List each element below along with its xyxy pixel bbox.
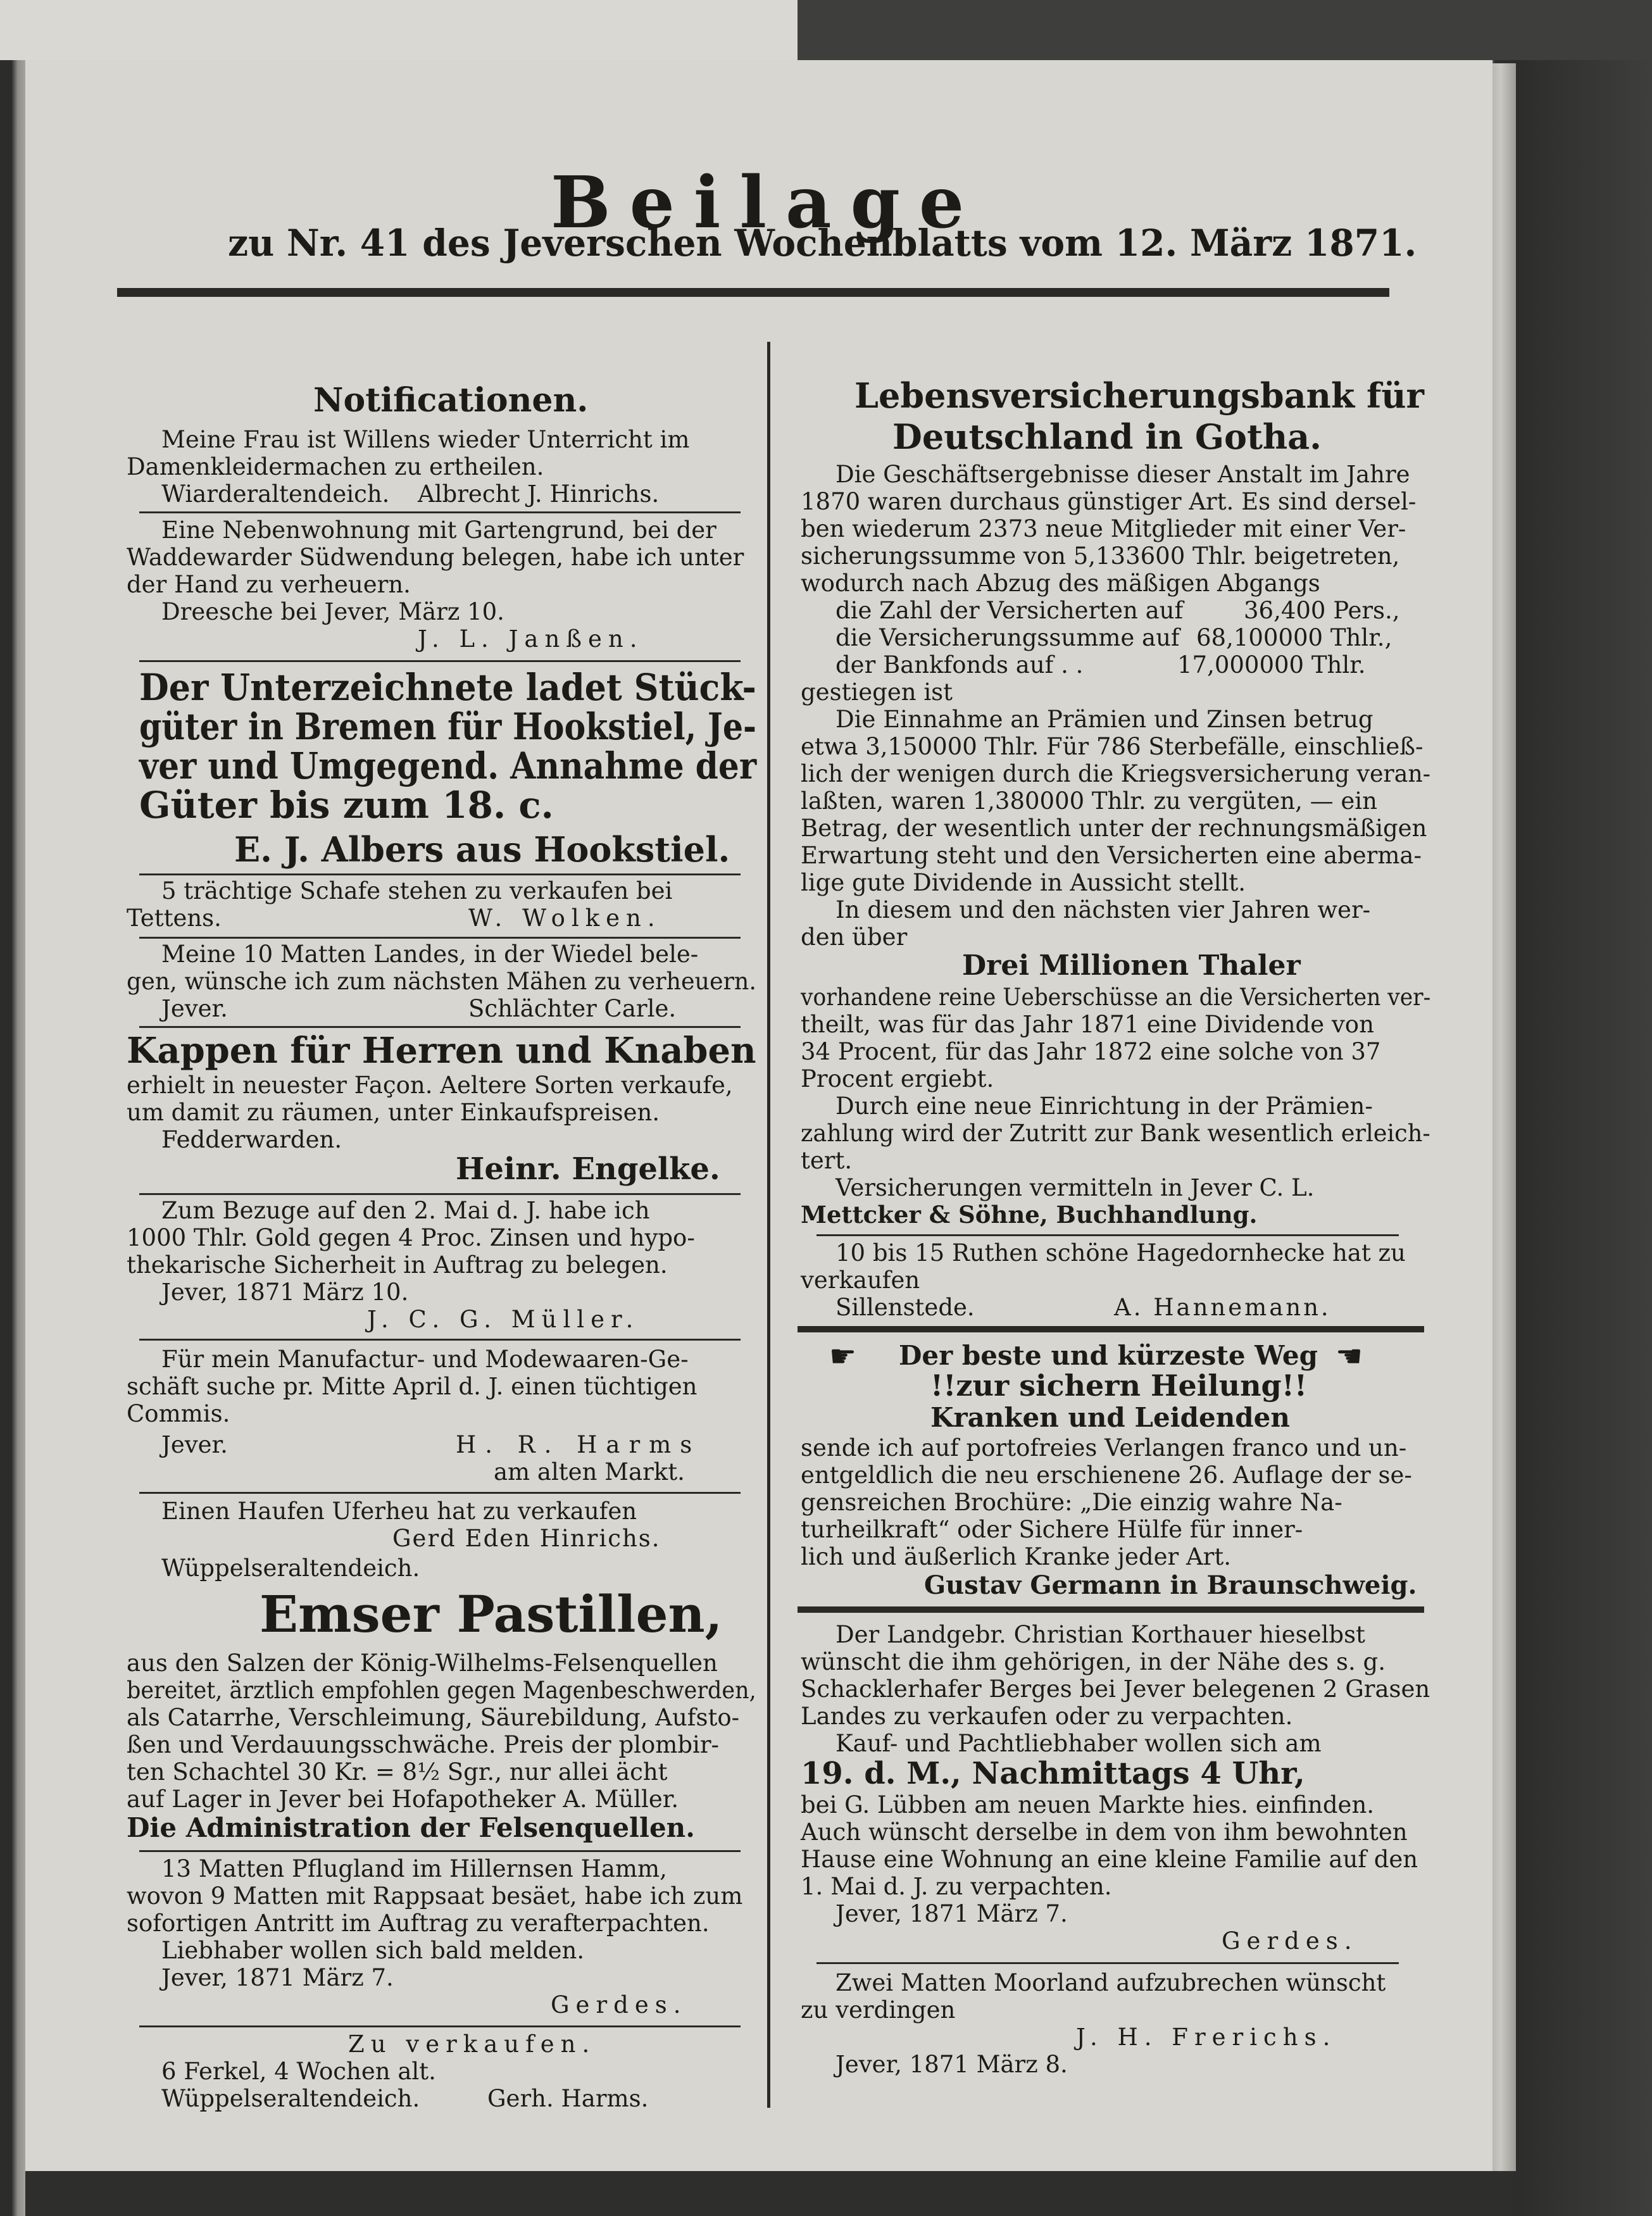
ad-b3-heading3: Kranken und Leidenden [930,1402,1290,1433]
ad9-line1: Einen Haufen Uferheu hat zu verkaufen [161,1498,637,1525]
ad-separator [139,2025,741,2027]
ad11-line2: wovon 9 Matten mit Rappsaat besäet, habe ich zum [127,1882,743,1910]
ad10-signature: Die Administration der Felsenquellen. [127,1812,695,1843]
ad4-signature: W. Wolken. [468,905,661,932]
page-title: Beilage [551,161,984,244]
ad10-line6: auf Lager in Jever bei Hofapotheker A. Müller. [127,1786,679,1813]
ad8-line2: schäft suche pr. Mitte April d. J. einen tüchtigen [127,1373,698,1400]
ad-b1-line12: Erwartung steht und den Versicherten eine aberma- [801,842,1422,869]
ad-separator [139,873,741,875]
ad4-place: Tettens. [127,905,222,932]
ad-separator [139,1492,741,1494]
ad-b1-line2: 1870 waren durchaus günstiger Art. Es sind dersel- [801,488,1417,515]
ad-b1-line17: theilt, was für das Jahr 1871 eine Dividende von [801,1011,1374,1038]
ad8-signature: H. R. Harms [456,1431,701,1458]
ad-b1-line11: Betrag, der wesentlich unter der rechnungsmäßigen [801,815,1427,842]
ad-separator [139,511,741,513]
ad3-line2: güter in Bremen für Hookstiel, Je- [139,705,757,748]
ad12-heading: Zu verkaufen. [348,2031,596,2058]
ad11-line3: sofortigen Antritt im Auftrag zu verafterpachten. [127,1910,710,1937]
ad-b3-line3: gensreichen Brochüre: „Die einzig wahre Na- [801,1489,1342,1516]
ad-b1-line22: tert. [801,1147,853,1174]
page-subtitle: zu Nr. 41 des Jeverschen Wochenblatts vom 12. März 1871. [228,222,1417,265]
ad-b3-line4: turheilkraft“ oder Sichere Hülfe für inner- [801,1516,1303,1543]
ad-b1-line6: gestiegen ist [801,679,953,706]
ad6-line2: um damit zu räumen, unter Einkaufspreisen. [127,1099,660,1126]
ad-b1-stat3-label: der Bankfonds auf . . [835,651,1084,679]
newspaper-page [25,60,1492,2171]
ad8-address: am alten Markt. [494,1458,685,1486]
ad7-line4: Jever, 1871 März 10. [161,1279,409,1306]
ad2-signature: J. L. Janßen. [418,625,644,653]
ad-b1-line7: Die Einnahme an Prämien und Zinsen betrug [835,706,1374,733]
ad2-line1: Eine Nebenwohnung mit Gartengrund, bei der [161,516,716,544]
ad-b4-line5: Kauf- und Pachtliebhaber wollen sich am [835,1730,1322,1757]
ad-b4-line8: Hause eine Wohnung an eine kleine Familie auf den [801,1846,1418,1873]
ad8-line1: Für mein Manufactur- und Modewaaren-Ge- [161,1346,689,1373]
ad-separator [139,1026,741,1028]
ad9-signature: Gerd Eden Hinrichs. [392,1525,661,1552]
ad12-signature: Gerh. Harms. [487,2085,649,2112]
ad-b1-line1: Die Geschäftsergebnisse dieser Anstalt im Jahre [835,461,1410,488]
ad-b1-signature: Mettcker & Söhne, Buchhandlung. [801,1201,1258,1229]
ad3-signature: E. J. Albers aus Hookstiel. [234,829,730,870]
ad10-line5: ten Schachtel 30 Kr. = 8½ Sgr., nur allei ächt [127,1758,668,1786]
pointing-hand-right-icon: ☛ [1336,1339,1363,1374]
ad-separator [139,1193,741,1195]
ad-b3-line5: lich und äußerlich Kranke jeder Art. [801,1543,1231,1570]
ad10-line1: aus den Salzen der König-Wilhelms-Felsenquellen [127,1649,718,1677]
ad5-line1: Meine 10 Matten Landes, in der Wiedel bele- [161,941,699,968]
ad-b5-line2: zu verdingen [801,1996,956,2024]
ad-b5-place: Jever, 1871 März 8. [835,2051,1068,2078]
scan-top-margin [0,0,798,60]
ad1-line2: Damenkleidermachen zu ertheilen. [127,453,544,480]
ad-b1-stat1-value: 36,400 Pers., [1244,597,1400,624]
ad-b4-line10: Jever, 1871 März 7. [835,1900,1068,1927]
ad-b1-line23: Versicherungen vermitteln in Jever C. L. [835,1174,1315,1201]
ad12-line1: 6 Ferkel, 4 Wochen alt. [161,2058,436,2085]
ad-b2-line2: verkaufen [801,1267,920,1294]
ad7-line1: Zum Bezuge auf den 2. Mai d. J. habe ich [161,1197,650,1224]
ad-b1-line4: sicherungssumme von 5,133600 Thlr. beigetreten, [801,542,1400,570]
page-stack-edge [1491,63,1516,2171]
ad2-line2: Waddewarder Südwendung belegen, habe ich unter [127,544,744,571]
column-divider [767,342,770,2108]
ad11-signature: Gerdes. [551,1991,687,2019]
ad-b1-line19: Procent ergiebt. [801,1065,994,1092]
ad-b1-heading1: Lebensversicherungsbank für [854,375,1424,416]
ad-b4-signature: Gerdes. [1222,1927,1358,1955]
ad-b1-highlight: Drei Millionen Thaler [962,949,1301,982]
ad8-line3: Commis. [127,1400,230,1427]
notif-heading: Notificationen. [313,381,589,420]
ad2-line3: der Hand zu verheuern. [127,571,411,598]
ad-separator [817,1962,1399,1964]
ad1-place: Wiarderaltendeich. [161,480,390,508]
ad-separator [139,660,741,662]
ad6-place: Fedderwarden. [161,1126,342,1153]
ad8-place: Jever. [161,1431,228,1458]
ad-b1-line16: vorhandene reine Ueberschüsse an die Versicherten ver- [801,984,1431,1011]
ad-b1-line3: ben wiederum 2373 neue Mitglieder mit einer Ver- [801,515,1406,542]
ad-b1-line10: laßten, waren 1,380000 Thlr. zu vergüten, — ein [801,787,1377,815]
ad9-place: Wüppelseraltendeich. [161,1555,420,1582]
ad11-line5: Jever, 1871 März 7. [161,1964,394,1991]
ad-b4-line9: 1. Mai d. J. zu verpachten. [801,1873,1112,1900]
ad3-line3: ver und Umgegend. Annahme der [139,744,757,787]
ad-b4-line2: wünscht die ihm gehörigen, in der Nähe des s. g. [801,1648,1386,1675]
ad-box-rule [798,1606,1424,1613]
ad-b1-line15: den über [801,923,908,951]
ad-b1-line8: etwa 3,150000 Thlr. Für 786 Sterbefälle, einschließ- [801,733,1424,760]
ad-b2-place: Sillenstede. [835,1294,975,1321]
ad-b1-line13: lige gute Dividende in Aussicht stellt. [801,869,1246,896]
ad7-line3: thekarische Sicherheit in Auftrag zu belegen. [127,1251,668,1279]
ad-b3-line1: sende ich auf portofreies Verlangen franco und un- [801,1434,1407,1462]
ad-b3-heading2: !!zur sichern Heilung!! [930,1368,1308,1403]
ad-b1-line18: 34 Procent, für das Jahr 1872 eine solche von 37 [801,1038,1381,1065]
ad-b4-line4: Landes zu verkaufen oder zu verpachten. [801,1703,1293,1730]
ad-b1-line20: Durch eine neue Einrichtung in der Prämien- [835,1092,1373,1120]
ad6-heading: Kappen für Herren und Knaben [127,1030,756,1072]
ad1-signature: Albrecht J. Hinrichs. [418,480,660,508]
ad-separator [817,1234,1399,1236]
ad11-line4: Liebhaber wollen sich bald melden. [161,1937,585,1964]
ad-b3-line2: entgeldlich die neu erschienene 26. Auflage der se- [801,1462,1412,1489]
ad-b1-stat2-label: die Versicherungssumme auf [835,624,1180,651]
ad10-heading: Emser Pastillen, [260,1584,723,1644]
ad-b1-line14: In diesem und den nächsten vier Jahren wer- [835,896,1371,923]
ad7-line2: 1000 Thlr. Gold gegen 4 Proc. Zinsen und hypo- [127,1224,695,1251]
ad10-line2: bereitet, ärztlich empfohlen gegen Magenbeschwerden, [127,1677,756,1704]
ad-box-rule [798,1326,1424,1332]
ad-b1-stat2-value: 68,100000 Thlr., [1196,624,1392,651]
ad-b4-date-highlight: 19. d. M., Nachmittags 4 Uhr, [801,1756,1305,1791]
ad-b4-line3: Schacklerhafer Berges bei Jever belegenen 2 Grasen [801,1675,1430,1703]
ad-separator [139,1339,741,1341]
ad2-line4: Dreesche bei Jever, März 10. [161,598,504,625]
ad5-place: Jever. [161,995,228,1022]
ad5-line2: gen, wünsche ich zum nächsten Mähen zu verheuern. [127,968,756,995]
ad1-line1: Meine Frau ist Willens wieder Unterricht im [161,426,690,453]
ad10-line3: als Catarrhe, Verschleimung, Säurebildung, Aufsto- [127,1704,740,1731]
ad11-line1: 13 Matten Pflugland im Hillernsen Hamm, [161,1855,667,1882]
scan-bottom-margin [25,2171,1513,2216]
ad-b3-heading1: Der beste und kürzeste Weg [899,1340,1318,1371]
ad10-line4: ßen und Verdauungsschwäche. Preis der plombir- [127,1731,720,1758]
ad-b4-line7: Auch wünscht derselbe in dem von ihm bewohnten [801,1818,1408,1846]
ad-separator [139,1850,741,1852]
ad-b1-stat1-label: die Zahl der Versicherten auf [835,597,1184,624]
ad-b1-line21: zahlung wird der Zutritt zur Bank wesentlich erleich- [801,1120,1430,1147]
pointing-hand-left-icon: ☛ [829,1339,857,1374]
ad-b3-signature: Gustav Germann in Braunschweig. [924,1570,1417,1600]
ad-b4-line6: bei G. Lübben am neuen Markte hies. einfinden. [801,1791,1375,1818]
ad-b1-line9: lich der wenigen durch die Kriegsversicherung veran- [801,760,1430,787]
ad-b2-line1: 10 bis 15 Ruthen schöne Hagedornhecke hat zu [835,1239,1406,1267]
ad-separator [139,937,741,939]
ad-b1-heading2: Deutschland in Gotha. [892,416,1322,457]
ad-b1-stat3-value: 17,000000 Thlr. [1177,651,1366,679]
ad7-signature: J. C. G. Müller. [367,1306,640,1333]
ad-b5-signature: J. H. Frerichs. [1076,2024,1337,2051]
ad-b5-line1: Zwei Matten Moorland aufzubrechen wünscht [835,1969,1386,1996]
ad3-line4: Güter bis zum 18. c. [139,784,554,827]
ad6-signature: Heinr. Engelke. [456,1151,720,1187]
ad12-place: Wüppelseraltendeich. [161,2085,420,2112]
ad4-line1: 5 trächtige Schafe stehen zu verkaufen bei [161,877,673,905]
ad-b2-signature: A. Hannemann. [1114,1294,1331,1321]
ad-b1-line5: wodurch nach Abzug des mäßigen Abgangs [801,570,1320,597]
header-rule [117,288,1389,297]
ad3-line1: Der Unterzeichnete ladet Stück- [139,666,756,709]
ad6-line1: erhielt in neuester Façon. Aeltere Sorten verkaufe, [127,1072,733,1099]
ad5-signature: Schlächter Carle. [468,995,677,1022]
ad-b4-line1: Der Landgebr. Christian Korthauer hieselbst [835,1621,1365,1648]
scan-dark-corner [798,0,1652,60]
